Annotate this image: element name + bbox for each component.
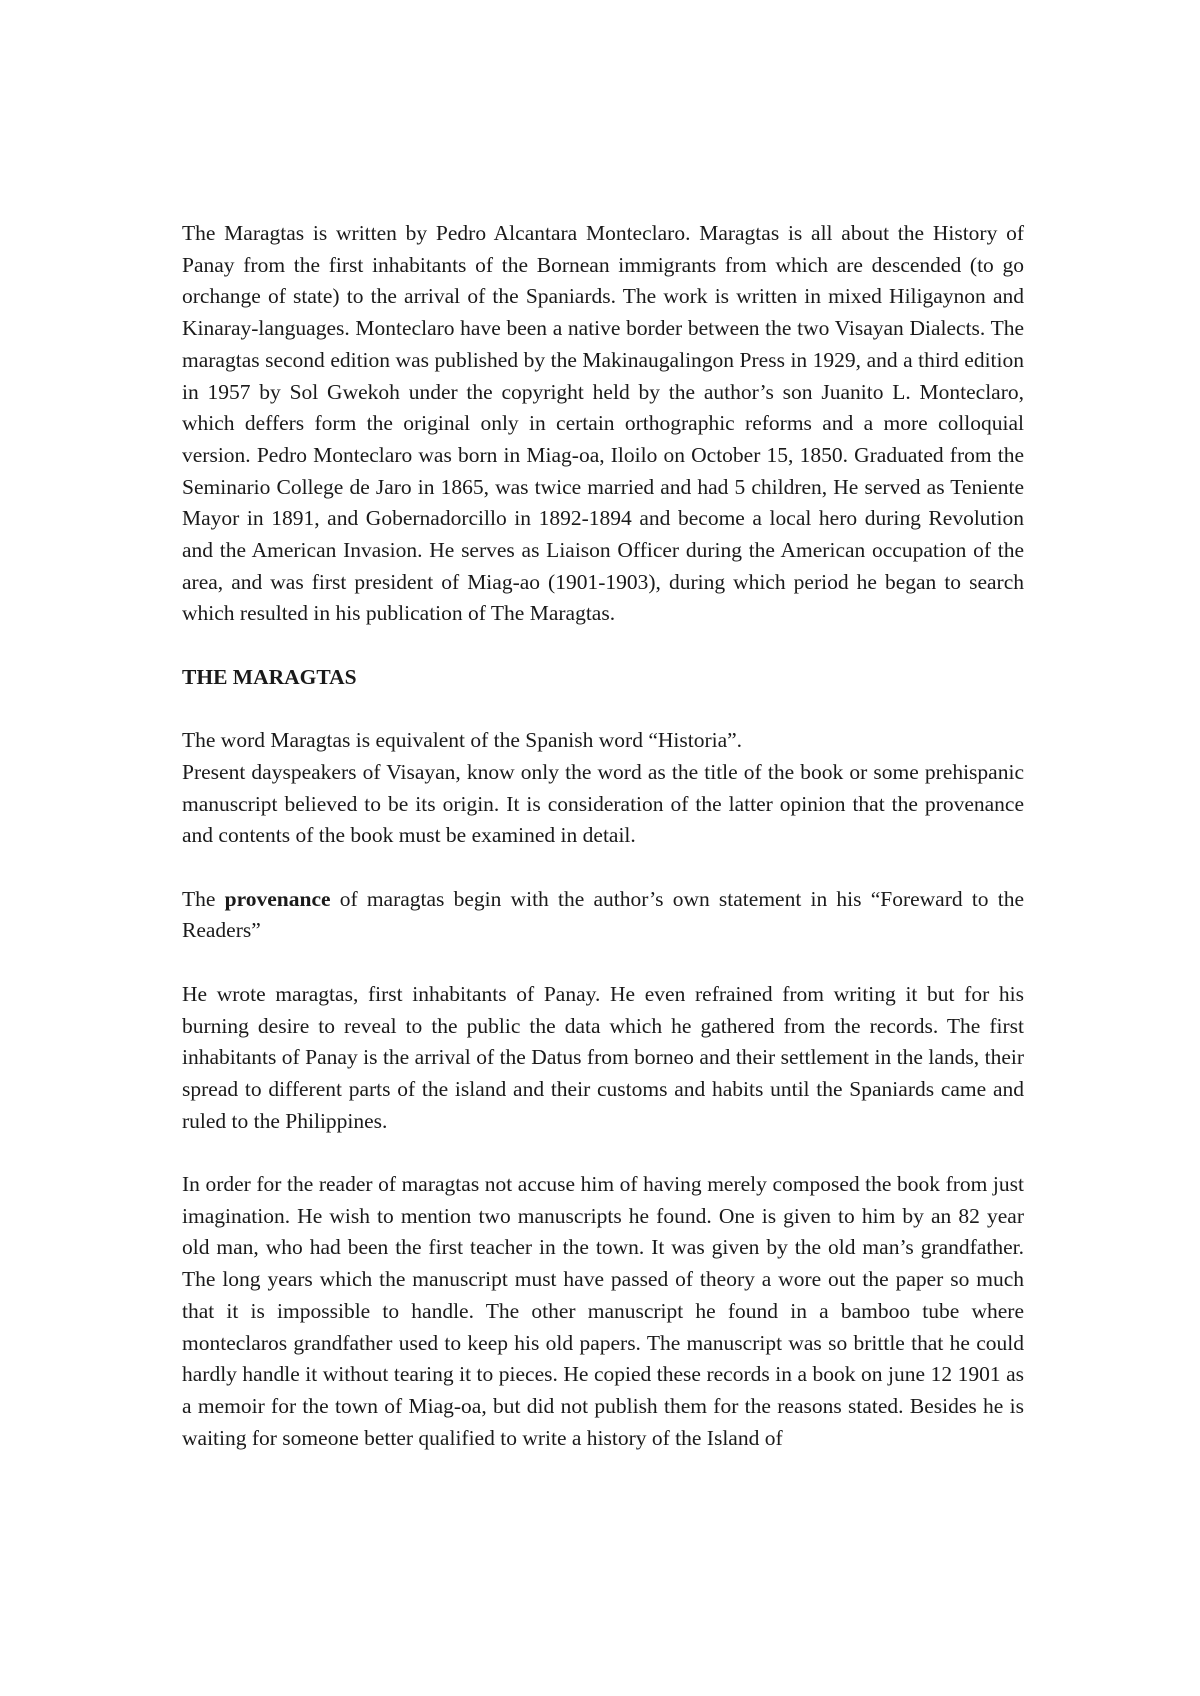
wrote-paragraph: He wrote maragtas, first inhabitants of Panay. He even refrained from writing it but for his burning desire to reveal to the public the data which he gathered from the records. The first inhabitants of Panay is the arrival of the Datus from borneo and their settlement in the lands, their spread to different parts of the island and their customs and habits until the Spaniards came and ruled to the Philippines. [182, 981, 1024, 1133]
intro-paragraph: The Maragtas is written by Pedro Alcantara Monteclaro. Maragtas is all about the History of Panay from the first inhabitants of the Bornean immigrants from which are descended (to go orchange of state) to the arrival of the Spaniards. The work is written in mixed Hiligaynon and Kinaray-languages. Monteclaro have been a native border between the two Visayan Dialects. The maragtas second edition was published by the Makinaugalingon Press in 1929, and a third edition in 1957 by Sol Gwekoh under the copyright held by the author’s son Juanito L. Monteclaro, which deffers form the original only in certain orthographic reforms and a more colloquial version. Pedro Monteclaro was born in Miag-oa, Iloilo on October 15, 1850. Graduated from the Seminario College de Jaro in 1865, was twice married and had 5 children, He served as Teniente Mayor in 1891, and Gobernadorcillo in 1892-1894 and become a local hero during Revolution and the American Invasion. He serves as Liaison Officer during the American occupation of the area, and was first president of Miag-ao (1901-1903), during which period he began to search which resulted in his publication of The Maragtas. [182, 221, 1024, 626]
spacer [182, 1137, 1024, 1169]
provenance-lead: The [182, 886, 225, 911]
spacer [182, 630, 1024, 662]
section-heading: THE MARAGTAS [182, 664, 357, 689]
manuscripts-paragraph: In order for the reader of maragtas not accuse him of having merely composed the book from just imagination. He wish to mention two manuscripts he found. One is given to him by an 82 year old man, who had been the first teacher in the town. It was given by the old man’s grandfather. The long years which the manuscript must have passed of theory a wore out the paper so much that it is impossible to handle. The other manuscript he found in a bamboo tube where monteclaros grandfather used to keep his old papers. The manuscript was so brittle that he could hardly handle it without tearing it to pieces. He copied these records in a book on june 12 1901 as a memoir for the town of Miag-oa, but did not publish them for the reasons stated. Besides he is waiting for someone better qualified to write a history of the Island of [182, 1172, 1024, 1450]
document-page [182, 218, 1024, 1454]
provenance-rest: of maragtas begin with the author’s own statement in his “Foreward to the Readers” [182, 886, 1024, 943]
provenance-bold-term: provenance [224, 886, 331, 911]
word-definition-line: The word Maragtas is equivalent of the Spanish word “Historia”. [182, 728, 743, 753]
spacer [182, 694, 1024, 726]
spacer [182, 947, 1024, 979]
provenance-paragraph [182, 884, 1024, 947]
dayspeakers-paragraph: Present dayspeakers of Visayan, know only the word as the title of the book or some prehispanic manuscript believed to be its origin. It is consideration of the latter opinion that the provenance and contents of the book must be examined in detail. [182, 759, 1024, 848]
spacer [182, 852, 1024, 884]
